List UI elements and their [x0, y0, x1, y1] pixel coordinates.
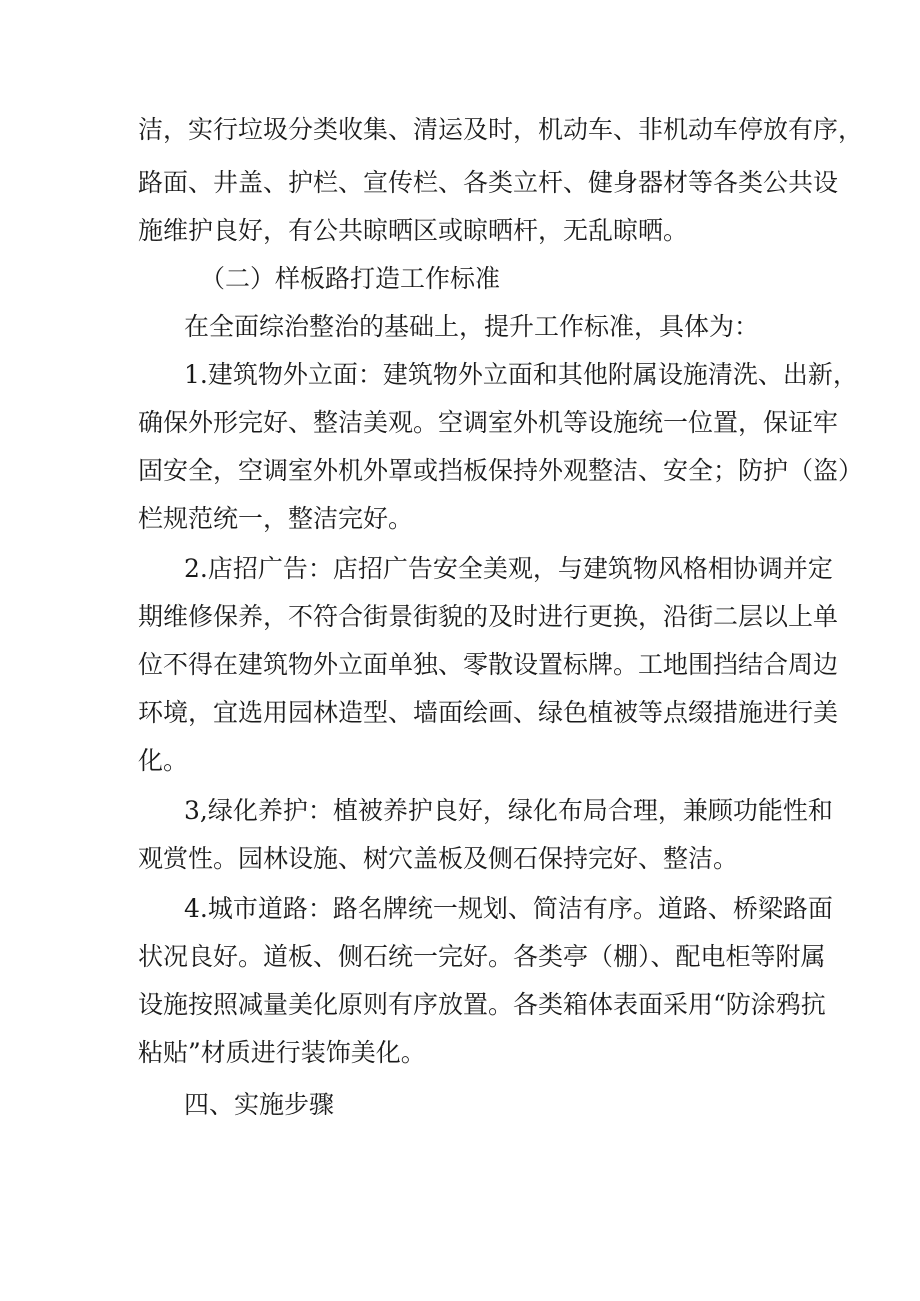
text-line: 路面、井盖、护栏、宣传栏、各类立杆、健身器材等各类公共设 — [138, 168, 839, 197]
text-line: 4.城市道路：路名牌统一规划、简洁有序。道路、桥梁路面 — [184, 894, 833, 923]
text-line: 位不得在建筑物外立面单独、零散设置标牌。工地围挡结合周边 — [138, 650, 839, 679]
text-line: 洁，实行垃圾分类收集、清运及时，机动车、非机动车停放有序， — [138, 115, 864, 144]
text-line: 期维修保养，不符合街景街貌的及时进行更换，沿街二层以上单 — [138, 602, 839, 631]
text-line: 2.店招广告：店招广告安全美观，与建筑物风格相协调并定 — [184, 554, 833, 583]
text-line: 观赏性。园林设施、树穴盖板及侧石保持完好、整洁。 — [138, 844, 739, 873]
section-heading: 四、实施步骤 — [184, 1090, 335, 1119]
section-heading: （二）样板路打造工作标准 — [200, 264, 501, 293]
text-line: 设施按照减量美化原则有序放置。各类箱体表面采用“防涂鸦抗 — [138, 990, 826, 1019]
text-line: 栏规范统一，整洁完好。 — [138, 504, 414, 533]
text-line: 粘贴”材质进行装饰美化。 — [138, 1038, 426, 1067]
text-line: 3,绿化养护：植被养护良好，绿化布局合理，兼顾功能性和 — [184, 796, 833, 825]
text-line: 状况良好。道板、侧石统一完好。各类亭（棚）、配电柜等附属 — [138, 942, 826, 971]
text-line: 1.建筑物外立面：建筑物外立面和其他附属设施清洗、出新， — [184, 360, 858, 389]
text-line: 固安全，空调室外机外罩或挡板保持外观整洁、安全；防护（盗） — [138, 456, 864, 485]
text-line: 确保外形完好、整洁美观。空调室外机等设施统一位置，保证牢 — [138, 408, 839, 437]
text-line: 化。 — [138, 746, 189, 775]
text-line: 环境，宜选用园林造型、墙面绘画、绿色植被等点缀措施进行美 — [138, 698, 839, 727]
text-line: 施维护良好，有公共晾晒区或晾晒杆，无乱晾晒。 — [138, 216, 689, 245]
text-line: 在全面综治整治的基础上，提升工作标准，具体为： — [184, 312, 760, 341]
